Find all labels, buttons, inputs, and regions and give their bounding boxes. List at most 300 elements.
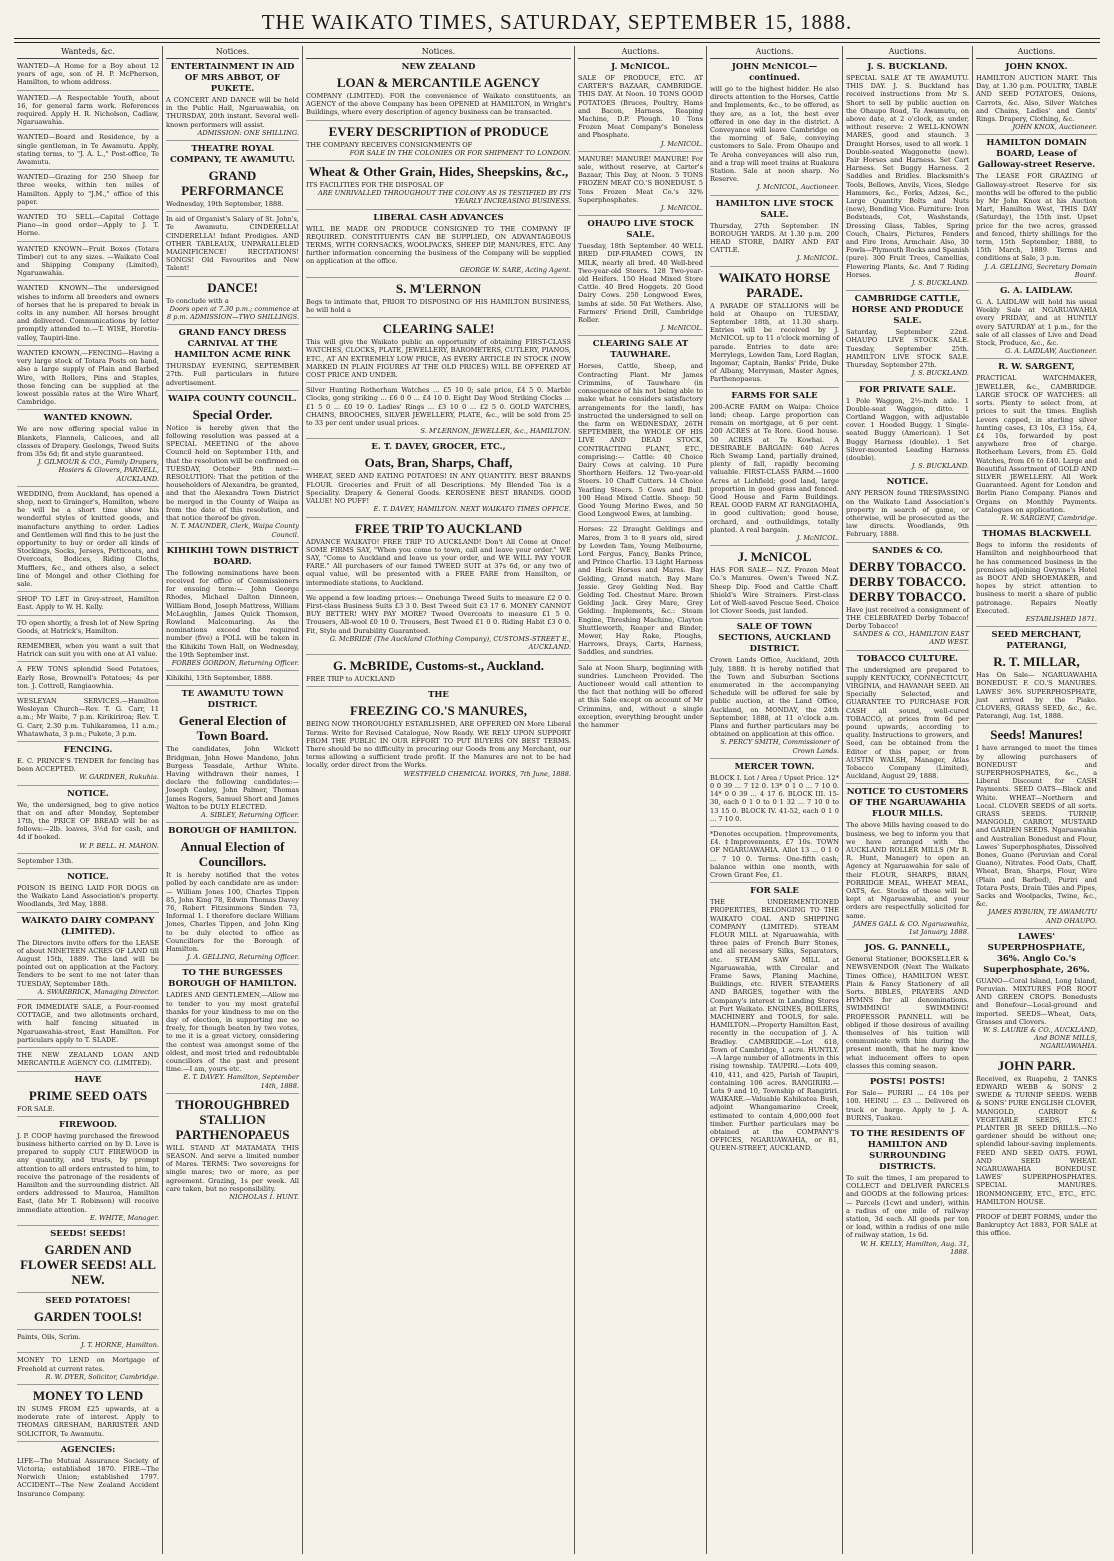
advertisement xyxy=(17,745,159,786)
column-1 xyxy=(14,46,162,1554)
advertisement xyxy=(710,622,839,758)
ad-body-text: LADIES AND GENTLEMEN,—Allow me to tender to you my most grateful thanks for your kindness to me on the day of election, in supporting me so freely, for though beaten by two votes, to me it is a great victory, considering the contest was amongst some of the oldest, and most tried and redoubtable councillors of the past and present time.—I am, yours etc. xyxy=(166,991,299,1074)
ad-body-text: A FEW TONS splendid Seed Potatoes, Early Rose, Brownell's Potatoes; 4s per ton. J. Cottrell, Rangiaowhia. xyxy=(17,665,159,690)
ad-body-text: The above Mills having ceased to do business, we beg to inform you that we have arranged with the AUCKLAND ROLLER MILLS (Mr R. R. Hunt, Manager) to open an Agency at Ngaruawahia for sale of their FLOUR, SHARPS, BRAN, PORRIDGE MEAL, WHEAT MEAL, OATS, &c. Stocks of these will be kept at Ngaruawahia, and your orders are respectfully solicited for same. xyxy=(846,821,969,920)
ad-body-text: WHEAT, SEED AND EATING POTATOES! IN ANY QUANTITY. BEST BRANDS FLOUR. Groceries and Fruit of all Descriptions. My Blended Tea is a Speciality. Drapery & General Goods. KEROSENE BEST BRANDS. GOOD VALUE! NO PUFF! xyxy=(306,472,571,506)
advertisement xyxy=(846,654,969,785)
column-7 xyxy=(972,46,1100,1554)
advertisement xyxy=(846,294,969,381)
advertisement xyxy=(976,1058,1097,1210)
ad-body-text: WANTED—Board and Residence, by a single gentleman, in Te Awamutu. Apply, stating terms, to "J. A. L.," Post-office, Te Awamutu. xyxy=(17,133,159,167)
advertisement xyxy=(166,280,299,326)
ad-display-heading: LOAN & MERCANTILE AGENCY xyxy=(336,75,541,90)
ad-body-text: I have arranged to meet the times by allowing purchasers of BONEDUST and SUPERPHOSPHATES, &c., a Liberal Discount for CASH Payments. SEED OATS—Black and White. WHEAT—Northern and Local. CLOVER SEEDS of all sorts. GRASS SEEDS. TURNIP, MANGOLD, CARROT, MUSTARD and GARDEN SEEDS. Ngaruawahia and Australian Bonedust and Flour, Lawes' Superphosphates, Dissolved Bones, Guano (Peruvian and Coral Guano), Nitrates. Food Oats, Chaff, Wheat, Bran, Sharps, Flour, Wire (Plain and Barbed), Puriri and Totara Posts, Drain Tiles and Pipes, Sacks and Woolpacks, Twine, &c., &c. xyxy=(976,744,1097,909)
ad-body-text: MANURE! MANURE! MANURE! For sale, without reserve, at Carter's Bazaar, This Day, at Noon. 5 TONS FROZEN MEAT CO.'S BONEDUST. 5 Tons Frozen Meat Co.'s 32% Superphosphates. xyxy=(578,154,703,204)
advertisement xyxy=(846,477,969,542)
ad-heading: AGENCIES: xyxy=(60,1444,116,1455)
ad-heading: R. W. SARGENT, xyxy=(998,362,1075,373)
advertisement xyxy=(710,270,839,388)
ad-heading: CAMBRIDGE CATTLE, HORSE AND PRODUCE SALE. xyxy=(851,294,964,327)
ad-body-text: PRACTICAL WATCHMAKER, JEWELLER, &c., CAMBRIDGE. LARGE STOCK OF WATCHES: all sorts. Plenty to select from, at prices to suit the times. English Levers capped, in sterling silver hunting cases, £3 10s, £3 15s, £4, £4 10s, forwarded by post anywhere free of charge. Rotherham Levers, from £5. Gold Watches, from £6 to £40. Large and Beautiful Assortment of GOLD AND SILVER JEWELLERY. All Work Guaranteed. Agent for London and Berlin Piano Company. Pianos and Organs on Monthly Payments. Catalogues on application. xyxy=(976,374,1097,514)
ad-heading: THEATRE ROYAL COMPANY, TE AWAMUTU. xyxy=(170,144,295,166)
ad-heading: NOTICE. xyxy=(67,872,109,883)
advertisement xyxy=(976,62,1097,135)
ad-signature: J. McNICOL. xyxy=(796,533,839,542)
masthead-rule-bottom xyxy=(14,42,1100,43)
advertisement xyxy=(710,886,839,1155)
advertisement xyxy=(17,1229,159,1293)
ad-signature: R. W. SARGENT, Cambridge. xyxy=(1001,513,1097,522)
ad-body-text: IN SUMS FROM £25 upwards, at a moderate rate of interest. Apply to THOMAS GRESHAM, BARRISTER AND SOLICITOR, Te Awamutu. xyxy=(17,1404,159,1438)
ad-heading: WAIKATO DAIRY COMPANY (LIMITED). xyxy=(21,915,155,937)
ad-body-text: For Sale— PURIRI ... £4 10s per 100. HEINU ... £3 ... Delivered on truck or barge. Apply to J. A. BURNS, Tuakau. xyxy=(846,1089,969,1122)
ad-heading: NOTICE. xyxy=(886,477,929,488)
ad-heading: TO THE RESIDENTS OF HAMILTON AND SURROUNDING DISTRICTS. xyxy=(850,1128,965,1172)
ad-body-text: It is hereby notified that the votes polled by each candidate are as under:— William Jones 100, Charles Tippen 85, John King 78, Edwin Thomas Davey 76, Robert Fitzsimmons Sinden 73, Informal 1. I therefore declare William Jones, Charles Tippen, and John King to be duly elected to office as Councillors for the Borough of Hamilton. xyxy=(166,871,299,953)
column-3 xyxy=(302,46,574,1554)
advertisement xyxy=(846,62,969,291)
ad-signature: GEORGE W. SARE, Acting Agent. xyxy=(459,265,571,274)
advertisement xyxy=(306,321,571,383)
ad-body-text: The following nominations have been received for office of Commissioners for ensuing term:— John George Rhodes, Michael Dalton Dinneen, William Bond, Joseph Mattress, William McLaughlin, James Quick Thomson, Rowland Malcomaring. As the nominations exceed the required number (five) a POLL will be taken in the Kihikihi Town Hall, on Wednesday, the 19th September inst. xyxy=(166,568,299,659)
ad-heading: JOHN KNOX. xyxy=(1005,62,1068,72)
ad-display-heading: WAIKATO HORSE PARADE. xyxy=(718,269,831,300)
ad-body-text: LIFE—The Mutual Assurance Society of Victoria; established 1870. FIRE—The Norwich Union; established 1797. ACCIDENT—The New Zealand Accident Insurance Company. xyxy=(17,1456,159,1498)
ad-signature: A. SIBLEY, Returning Officer. xyxy=(201,810,299,819)
ad-signature: ARE UNRIVALLED THROUGHOUT THE COLONY AS IS TESTIFIED BY ITS YEARLY INCREASING BUSINESS. xyxy=(317,189,571,206)
ad-body-text: WANTED KNOWN,—FENCING—Having a very large stock of Totara Posts on hand, also a large supply of Plain and Barbed Wire, with Rollers, Pins and Staples, those fencing can be supplied at the lowest possible rates at the Wire Wharf, Cambridge. xyxy=(17,348,159,407)
ad-body-text: Wednesday, 19th September, 1888. xyxy=(166,200,284,209)
ad-signature: ADMISSION: ONE SHILLING. xyxy=(197,128,299,137)
ad-signature: J. S. BUCKLAND. xyxy=(911,462,969,471)
advertisement xyxy=(306,213,571,278)
ad-body-text: WANTED KNOWN—The undersigned wishes to inform all breeders and owners of horses that he is prepared to break in colts in any number. All horses brought and delivered. Communications by letter promptly attended to.—T. WISE, Horotiu-valley, Taupiri-line. xyxy=(17,284,159,342)
ad-signature: J. S. BUCKLAND. xyxy=(911,369,969,378)
ad-display-heading: Special Order. xyxy=(192,406,273,422)
advertisement xyxy=(710,199,839,267)
page-columns xyxy=(14,46,1100,1554)
ad-signature: S. M'LERNON, JEWELLER, &c., HAMILTON. xyxy=(420,427,571,436)
advertisement xyxy=(846,787,969,940)
advertisement xyxy=(976,727,1097,928)
ad-body-text: Sale at Noon Sharp, beginning with sundries. Luncheon Provided. The Auctioneer would call attention to the fact that nothing will be offered at this Sale except on account of Mr Crimmins, and, without a single exception, everything brought under the hammer xyxy=(578,663,703,730)
ad-body-text: HAS FOR SALE— N.Z. Frozen Meat Co.'s Manures. Owen's Tweed N.Z. Sheep Dip. Food and Cattle Chaff. Shield's Wire Strainers. First-class Lot of Well-saved Fescue Seed. Choice lot Clover Seeds, just landed. xyxy=(710,566,839,616)
ad-body-text: TO open shortly, a fresh lot of New Spring Goods, at Hatrick's, Hamilton. xyxy=(17,618,159,635)
ad-body-text: G. A. LAIDLAW will hold his usual Weekly Sale at NGARUAWAHIA every FRIDAY, and at HUNTLY every SATURDAY at 1 p.m., for the sale of all classes of Live and Dead Stock, Produce, &c., &c. xyxy=(976,298,1097,348)
ad-heading: FENCING. xyxy=(63,745,113,756)
ad-body-text: Silver Hunting Rotherham Watches ... £5 10 0; sale price, £4 5 0. Marble Clocks, gong striking ... £6 0 0 ... £4 10 0. Eight Day Wood Striking Clocks ... £1 5 0 ... £0 19 0. Ladies' Rings ... £3 10 0 ... £2 5 0. GOLD WATCHES, CHAINS, BROOCHES, SILVER JEWELLERY, PLATE, &c., will be sold from 25 to 33 per cent under usual prices. xyxy=(306,386,571,428)
advertisement xyxy=(166,328,299,391)
ad-heading: J. McNICOL. xyxy=(611,62,670,72)
advertisement xyxy=(306,124,571,161)
ad-signature: FOR SALE IN THE COLONIES OR FOR SHIPMENT TO LONDON. xyxy=(349,148,571,157)
ad-body-text: FREE TRIP to AUCKLAND xyxy=(306,675,395,684)
ad-heading: LIBERAL CASH ADVANCES xyxy=(373,212,504,223)
advertisement xyxy=(578,339,703,522)
ad-heading: WAIPA COUNTY COUNCIL. xyxy=(168,393,297,404)
ad-body-text: MONEY TO LEND on Mortgage of Freehold at current rates. xyxy=(17,1356,159,1373)
ad-heading: SALE OF TOWN SECTIONS, AUCKLAND DISTRICT. xyxy=(718,622,831,655)
advertisement xyxy=(17,619,159,639)
advertisement xyxy=(166,1097,299,1204)
advertisement xyxy=(17,872,159,913)
ad-display-heading: GARDEN AND FLOWER SEEDS! ALL NEW. xyxy=(20,1241,156,1287)
ad-display-heading: General Election of Town Board. xyxy=(178,713,287,744)
ad-heading: WANTED KNOWN. xyxy=(43,413,133,424)
advertisement xyxy=(17,1003,159,1048)
advertisement xyxy=(17,595,159,615)
column-heading: Notices. xyxy=(166,46,299,59)
advertisement xyxy=(846,385,969,475)
advertisement xyxy=(306,521,571,591)
ad-heading: TE AWAMUTU TOWN DISTRICT. xyxy=(181,689,284,711)
advertisement xyxy=(710,830,839,883)
ad-body-text: SPECIAL SALE AT TE AWAMUTU. THIS DAY. J. S. Buckland has received instructions from Mr S. Short to sell by public auction on the Ohaupo Road, Te Awamutu, on above date, at 2 o'clock, as under, without reserve: 2 WELL-KNOWN MARES, good and staunch. 3 Draught Horses, used to all work. 1 Double-seated Waggonette (new). Pair Horses and Harness. Set Cart Harness. Set Buggy Harness. 2 Saddles and Bridles. Blacksmith's Tools, Bellows, Anvils, Vices, Sledge Hammers, &c., Forks, Adzes, &c., Large Quantity Bolts and Nuts (new), Bending Vice. Furniture: Iron Bedsteads, Cot, Washstands, Dressing Glass, Tables, Spring Couch, Chairs, Pictures, Fenders and Fire Irons, Armchair. Also, 30 Fowls—Plymouth Rocks and Spanish (pure). 300 Fruit Trees, Camellias, Flowering Plants, &c. And 7 Riding Horses. xyxy=(846,74,969,279)
ad-heading: MERCER TOWN. xyxy=(734,761,815,772)
ad-signature: SANDES & CO., HAMILTON EAST AND WEST. xyxy=(853,630,969,647)
ad-heading: G. A. LAIDLAW. xyxy=(1000,286,1073,297)
ad-body-text: Crown Lands Office, Auckland, 20th July, 1888. It is hereby notified that the Town and Suburban Sections enumerated in the accompanying Schedule will be offered for sale by public auction, at the Land Office, Auckland, on MONDAY, the 24th September, 1888, at 11 o'clock a.m. Plans and further particulars may be obtained on application at this office. xyxy=(710,656,839,739)
ad-signature: Doors open at 7.30 p.m.; commence at 8 p.m. ADMISSION—TWO SHILLINGS. xyxy=(166,304,299,322)
ad-heading: NOTICE TO CUSTOMERS OF THE NGARUAWAHIA FLOUR MILLS. xyxy=(846,787,969,820)
ad-signature: W. P. BELL. H. MAHON. xyxy=(79,841,159,850)
ad-body-text: To suit the times, I am prepared to COLLECT and DELIVER PARCELS and GOODS at the following prices:— Parcels (1cwt and under), within a radius of one mile of railway station, 3d each. All goods per ton or load, within a radius of one mile of railway station, 1s 6d. xyxy=(846,1173,969,1240)
advertisement xyxy=(17,173,159,210)
ad-display-heading: JOHN PARR. xyxy=(997,1057,1076,1073)
advertisement xyxy=(306,62,571,121)
ad-body-text: Saturday, September 22nd. OHAUPO LIVE STOCK SALE. Tuesday, September 25th. HAMILTON LIVE STOCK SALE. Thursday, September 27th. xyxy=(846,328,969,370)
ad-display-heading: FREE TRIP TO AUCKLAND xyxy=(354,520,523,536)
ad-body-text: ITS FACILITIES FOR THE DISPOSAL OF xyxy=(306,181,444,190)
column-heading: Auctions. xyxy=(976,46,1097,59)
ad-heading: HAVE xyxy=(74,1074,102,1085)
ad-signature: J. S. BUCKLAND. xyxy=(911,279,969,288)
ad-heading: CLEARING SALE AT TAUWHARE. xyxy=(592,339,689,361)
ad-body-text: Begs to intimate that, PRIOR TO DISPOSING OF HIS HAMILTON BUSINESS, he will hold a xyxy=(306,297,571,315)
ad-body-text: Notice is hereby given that the following resolution was passed at a SPECIAL MEETING of the above Council held on September 11th, and that the resolution will be confirmed on TUESDAY, October 9th next:—RESOLUTION: That the petition of the householders of Alexandra, be granted, and that the Alexandra Town District be merged in the County of Waipa as from the date of this resolution, and that notice thereof be given. xyxy=(166,423,299,523)
ad-display-heading: S. M'LERNON xyxy=(395,280,482,296)
ad-body-text: Kihikihi, 13th September, 1888. xyxy=(166,674,273,683)
ad-display-heading: GRAND PERFORMANCE xyxy=(181,168,284,199)
ad-signature: W. S. LAURIE & CO., AUCKLAND, And BONE MILLS, NGARUAWAHIA. xyxy=(982,1026,1097,1051)
advertisement xyxy=(166,689,299,823)
ad-signature: J. T. HORNE, Hamilton. xyxy=(81,1341,159,1350)
ad-body-text: J. P. COOP having purchased the firewood business hitherto carried on by D. Love is prepared to supply CUT FIREWOOD in any quantity, and trusts, by prompt attention to all orders entrusted to him, to receive the patronage of the residents of Hamilton and the surrounding district. All orders addressed to Mauroa, Hamilton East, (late Mr T. Robinson) will receive immediate attention. xyxy=(17,1131,159,1214)
ad-heading: FOR PRIVATE SALE. xyxy=(859,384,956,395)
ad-display-heading: MONEY TO LEND xyxy=(32,1387,144,1403)
ad-heading: OHAUPO LIVE STOCK SALE. xyxy=(587,219,694,241)
ad-heading: GRAND FANCY DRESS CARNIVAL AT THE HAMILTON ACME RINK xyxy=(174,328,291,361)
ad-body-text: 200-ACRE FARM on Waipa: Choice land; cheap. Large proportion can remain on mortgage, at 6 per cent. 200 ACRES at Te Rore. Good house. 50 ACRES at Te Kowhai. A DESIRABLE BARGAIN: 640 Acres Rich Swamp Land, partially drained, plenty of fall, rapidly becoming valuable. FIRST-CLASS FARM.—1600 Acres at Lichfield; good land, large proportion in good grass and fenced. Good House and Farm Buildings. REAL GOOD FARM AT RANGIAOHIA, in good cultivation; good house, orchard, and outbuildings, totally planted. A real bargain. xyxy=(710,402,839,534)
ad-display-heading: PRIME SEED OATS xyxy=(28,1087,148,1103)
ad-heading: FOR SALE xyxy=(750,886,799,897)
column-heading: Notices. xyxy=(306,46,571,59)
ad-body-text: We, the undersigned, beg to give notice that on and after Monday, September 17th, the PRICE OF BREAD will be as follows:—2lb. loaves, 3½d for cash, and 4d if booked. xyxy=(17,800,159,842)
advertisement xyxy=(846,1129,969,1259)
ad-heading: J. S. BUCKLAND. xyxy=(867,62,948,72)
advertisement xyxy=(17,349,159,410)
advertisement xyxy=(166,826,299,965)
ad-display-heading: THOROUGHBRED STALLION PARTHENOPAEUS xyxy=(175,1096,290,1142)
ad-body-text: GUANO—Coral Island, Long Island, Peruvian. MIXTURES FOR ROOT AND GREEN CROPS. Bonedusts and Bonefour—Local-ground and imported. SEEDS—Wheat, Oats, Grasses and Clovers. xyxy=(976,976,1097,1026)
ad-body-text: FOR IMMEDIATE SALE, a Four-roomed COTTAGE, and two allotments orchard, with half fencing situated in Ngaruawahia-street, East Hamilton. For particulars apply to T. SLADE. xyxy=(17,1003,159,1044)
column-4 xyxy=(574,46,706,1554)
ad-signature: J. A. GELLING, Returning Officer. xyxy=(187,953,299,962)
ad-body-text: BLOCK I. Lot / Area / Upset Price. 12* 0 0 39 ... 7 12 0. 13* 0 1 0 ... 7 10 0. 14* 0 0 39 ... 4 17 6. BLOCK III. 15-30, each 0 1 0 to 0 1 32 ... 7 10 0 to 13 15 0. BLOCK IV. 41-52, each 0 1 0 ... 7 10 0. xyxy=(710,773,839,823)
ad-body-text: We append a few leading prices:— Onehunga Tweed Suits to measure £2 0 0. First-class Business Suits £3 3 0. Best Tweed Suit £3 17 6. MONEY CANNOT BUY BETTER! WHY PAY MORE? Tweed Overcoats to measure £1 5 0. Trousers, All-wool £0 10 0. Trousers, Best Tweed £1 0 0. Riding Habit £3 0 0. Fit, Style and Durability Guaranteed. xyxy=(306,593,571,635)
ad-heading: LAWES' SUPERPHOSPHATE, 36%. Anglo Co.'s Superphosphate, 26%. xyxy=(983,931,1090,975)
advertisement xyxy=(976,630,1097,724)
advertisement xyxy=(578,62,703,152)
ad-signature: NICHOLAS I. HUNT. xyxy=(229,1193,299,1202)
advertisement xyxy=(846,943,969,1074)
ad-signature: JAMES GALL & CO. Ngaruawahia, 1st January, 1888. xyxy=(853,919,969,937)
advertisement xyxy=(710,391,839,546)
ad-body-text: *Denotes occupation. †Improvements, £4. ‡Improvements, £7 10s. TOWN OF NGARUAWAHIA. Allot 13 ... 0 1 0 ... 7 10 0. Terms: One-fifth cash; balance within one month, with Crown Grant Fee, £1. xyxy=(710,830,839,880)
advertisement xyxy=(17,1356,159,1385)
ad-body-text: Thursday, 27th September. IN BOROUGH YARDS. At 1.30 p.m. 200 HEAD STORE, DAIRY AND FAT CATTLE. xyxy=(710,221,839,255)
advertisement xyxy=(166,215,299,276)
ad-body-text: BEING NOW THOROUGHLY ESTABLISHED, ARE OFFERED ON More Liberal Terms. Write for Revised Catalogue, Now Ready. WE RELY UPON SUPPORT FROM THE PUBLIC IN OUR EFFORT TO PUT BUYERS ON BEST TERMS. There should be no difficulty in procuring our Goods from any Merchant, our terms allowing a sufficient trade profit. If the Manures are not to be had locally, order direct from the Works. xyxy=(306,720,571,770)
ad-signature: JAMES RYBURN, TE AWAMUTU AND OHAUPO. xyxy=(988,908,1097,925)
ad-heading: SANDES & CO. xyxy=(872,545,943,556)
ad-body-text: WESLEYAN SERVICES.—Hamilton Wesleyan Church—Rev. T. G. Carr, 11 a.m.; Mr Waite, 7 p.m. Kirikiriroa; Rev. T. G. Carr, 2.30 p.m. Tuhikaramea, 11 a.m.; Whatawhata, 3 p.m.; Pukete, 3 p.m. xyxy=(17,697,159,738)
ad-body-text: We are now offering special value in Blankets, Flannels, Calicoes, and all classes of Drapery. Geelongs, Tweed Suits from 35s 6d; fit and style guaranteed. xyxy=(17,425,159,458)
advertisement xyxy=(976,1213,1097,1241)
ad-body-text: PROOF of DEBT FORMS, under the Bankruptcy Act 1883, FOR SALE at this office. xyxy=(976,1212,1097,1238)
masthead-rule-top xyxy=(14,38,1100,39)
ad-body-text: E. C. PRINCE'S TENDER for fencing has been ACCEPTED. xyxy=(17,757,159,774)
ad-display-heading: FREEZING CO.'S MANURES, xyxy=(350,703,527,719)
ad-signature: R. W. DYER, Solicitor, Cambridge. xyxy=(45,1372,159,1381)
column-2 xyxy=(162,46,302,1554)
advertisement xyxy=(166,674,299,686)
advertisement xyxy=(710,549,839,619)
ad-body-text: Has On Sale— NGARUAWAHIA BONEDUST. F. CO.'S MANURES. LAWES' 36% SUPERPHOSPHATE, just arrived by the Piako. CLOVERS, GRASS SEED, &c., &c. Paterangi, Aug. 1st, 1888. xyxy=(976,671,1097,721)
advertisement xyxy=(306,281,571,318)
advertisement xyxy=(17,789,159,854)
advertisement xyxy=(976,286,1097,359)
ad-signature: J. McNICOL. xyxy=(660,139,703,148)
ad-body-text: COMPANY (LIMITED). FOR the convenience of Waikato constituents, an AGENCY of the above Company has been OPENED at HAMILTON, in Wright's Buildings, where every description of agency business can be transacted. xyxy=(306,92,571,117)
ad-signature: E. T. DAVEY. Hamilton, September 14th, 1888. xyxy=(183,1073,299,1090)
ad-heading: SEED POTATOES! xyxy=(45,1295,131,1306)
advertisement xyxy=(710,762,839,827)
ad-signature: N. T. MAUNDER, Clerk, Waipa County Council. xyxy=(170,522,299,539)
ad-body-text: A PARADE OF STALLIONS will be held at Ohaupo on TUESDAY, September 18th, at 11.30 sharp. Entries will be received by J. McNICOL up to 11 o'clock morning of parade. Entries to date are: Merrylegs, Lowden Tam, Lord Raglan, Ingomar, Captain, Banks' Pride, Duke of Albany, Merryman, Master Agnes, Parthenopaeus. xyxy=(710,301,839,384)
ad-heading: NOTICE. xyxy=(67,788,109,799)
ad-body-text: The LEASE FOR GRAZING of Galloway-street Reserve for six months will be offered to the public by Mr John Knox at his Auction Mart, Hamilton West, THIS DAY (Saturday), the 15th inst. Upset price for the two acres, grassed and fenced, thirty shillings for the term, 15th September, 1888, to 15th March, 1889. Terms and conditions at Sale, 3 p.m. xyxy=(976,172,1097,263)
advertisement xyxy=(976,362,1097,526)
advertisement xyxy=(17,490,159,592)
ad-body-text: In aid of Organist's Salary of St. John's, Te Awamutu. CINDERELLA! CINDERELLA! Infant Prodigies. AND OTHER TABLEAUX, UNPARALLELED MAGNIFICENCE! RECITATIONS! SONGS! Old Favourites and New Talent! xyxy=(166,215,299,273)
ad-heading: FIREWOOD. xyxy=(59,1119,117,1130)
advertisement xyxy=(306,442,571,517)
ad-body-text: WILL STAND AT MATAMATA THIS SEASON. And serve a limited number of Mares. TERMS: Two sovereigns for single mares; two or more, as per agreement. Grazing, 1s per week. All care taken, but no responsibility. xyxy=(166,1143,299,1193)
ad-signature: J. GILMOUR & CO., Family Drapers, Hosiers & Glovers, PARNELL, AUCKLAND. xyxy=(37,458,159,483)
ad-body-text: The candidates, John Wickett Bridgman, John Howe Mandeno, John Burgess Teasdale, Arthur White. Having withdrawn their names, I declare the following candidates:— Joseph Cauley, John Palmer, Thomas James Rogers, Samuel Short and James Walton to be DULY ELECTED. xyxy=(166,745,299,811)
advertisement xyxy=(166,62,299,141)
ad-body-text: Tuesday, 18th September. 40 WELL BRED DIP-FRAMED COWS, IN MILK, nearly all bred. 40 Well-bred Two-year-old Steers. 128 Two-year-old Heifers. 150 Head Mixed Store Cattle. 40 Bred Hoggets. 20 Good Dairy Cows. 250 Longwood Ewes, lambs at side. 50 Fat Wethers. Also, Farmers' Friend Drill, Cambridge Roller. xyxy=(578,242,703,325)
ad-body-text: POISON IS BEING LAID FOR DOGS on the Waikato Land Association's property. Woodlands, 3rd May, 1888. xyxy=(17,884,159,909)
column-5 xyxy=(706,46,842,1554)
ad-display-heading: Annual Election of Councillors. xyxy=(180,839,285,870)
ad-body-text: HAMILTON AUCTION MART. This Day, at 1.30 p.m. POULTRY, TABLE AND SEED POTATOES, Onions, Carrots, &c. Also, Silver Watches and Chains, Ladies' and Gents' Rings. Drapery, Clothing, &c. xyxy=(976,74,1097,124)
ad-heading: JOHN McNICOL—continued. xyxy=(731,62,818,83)
ad-body-text: WANTED KNOWN—Fruit Boxes (Totara Timber) cut to any sizes. —Waikato Coal and Shipping Company (Limited), Ngaruawahia. xyxy=(17,244,159,278)
advertisement xyxy=(976,529,1097,627)
ad-signature: WESTFIELD CHEMICAL WORKS, 7th June, 1888. xyxy=(403,769,571,778)
ad-body-text: Have just received a consignment of THE CELEBRATED Derby Tobacco! Derby Tobacco! xyxy=(846,605,969,630)
ad-heading: JOS. G. PANNELL, xyxy=(864,943,951,954)
advertisement xyxy=(17,857,159,869)
ad-body-text: Horses: 22 Draught Geldings and Mares, from 3 to 8 years old, sired by Lowden Tam, Young Melbourne, Lord Fergus, Fancy, Banks Prince, and Prince Charlie. 13 Light Harness and Hack Horses and Mares. Bay Gelding, Grand match. Bay Mare Jessie. Grey Gelding Ned. Bay Gelding Ted. Chestnut Mare. Brown Gelding Jack. Grey Mare, Grey Gelding. Implements, &c.: Steam Engine, Threshing Machine, Clayton Shuttleworth, Reaper and Binder, Mower, Hay Rake, Ploughs, Harrows, Drays, Carts, Harness, Saddles, and sundries. xyxy=(578,525,703,657)
ad-display-heading: EVERY DESCRIPTION of PRODUCE xyxy=(328,123,549,139)
advertisement xyxy=(17,413,159,486)
ad-body-text: WANTED.—A Respectable Youth, about 16, for general farm work. References required. Apply H. R. Nicholson, Cadlaw, Ngaruawahia. xyxy=(17,93,159,127)
ad-signature: S. PERCY SMITH, Commissioner of Crown Lands. xyxy=(720,738,839,755)
advertisement xyxy=(17,1296,159,1330)
advertisement xyxy=(17,1120,159,1226)
ad-heading: TO THE BURGESSES BOROUGH OF HAMILTON. xyxy=(168,968,297,990)
ad-signature: E. WHITE, Manager. xyxy=(89,1213,159,1222)
ad-body-text: FOR SALE. xyxy=(17,1104,55,1113)
advertisement xyxy=(976,138,1097,283)
ad-display-heading: CLEARING SALE! xyxy=(382,321,495,337)
ad-signature: A. SWARBRICK, Managing Director. xyxy=(37,987,159,996)
advertisement xyxy=(306,690,571,780)
ad-heading: THOMAS BLACKWELL xyxy=(982,529,1091,540)
advertisement xyxy=(17,133,159,170)
column-heading: Auctions. xyxy=(710,46,839,59)
ad-display-heading: Oats, Bran, Sharps, Chaff, xyxy=(364,455,513,471)
ad-body-text: THURSDAY EVENING, SEPTEMBER 27th. Full particulars in future advertisement. xyxy=(166,362,299,387)
ad-body-text: SALE OF PRODUCE, ETC. AT CARTER'S BAZAAR, CAMBRIDGE. THIS DAY. At Noon. 10 TONS GOOD POTATOES (Bruces, Poultry, Hams and Bacon, Harness, Reaping Machine, D.P. Plough. 10 Tons Frozen Meat Company's Boneless and Phosphate. xyxy=(578,74,703,140)
advertisement xyxy=(166,394,299,543)
advertisement xyxy=(166,968,299,1093)
ad-heading: KIHIKIHI TOWN DISTRICT BOARD. xyxy=(166,545,299,567)
advertisement xyxy=(17,1445,159,1501)
ad-signature: J. McNICOL, Auctioneer. xyxy=(756,183,839,192)
ad-body-text: THE NEW ZEALAND LOAN AND MERCANTILE AGENCY CO. (LIMITED). xyxy=(17,1051,159,1068)
advertisement xyxy=(17,697,159,742)
advertisement xyxy=(710,62,839,196)
ad-signature: G. McBRIDE (The Auckland Clothing Company), CUSTOMS-STREET E., AUCKLAND. xyxy=(329,634,571,651)
ad-display-heading: J. McNICOL xyxy=(737,549,812,565)
advertisement xyxy=(17,665,159,694)
advertisement xyxy=(17,1051,159,1071)
ad-heading: NEW ZEALAND xyxy=(401,62,476,72)
ad-body-text: Begs to inform the residents of Hamilton and neighbourhood that he has commenced business in the premises adjoining Gwynne's Hotel as BOOT AND SHOEMAKER, and hopes by strict attention to business to merit a share of public patronage. Repairs Neatly Executed. xyxy=(976,541,1097,615)
advertisement xyxy=(578,219,703,336)
ad-body-text: Horses, Cattle, Sheep, and Contracting Plant. Mr James Crimmins, of Tauwhare (in consequence of his not being able to make what he considers satisfactory arrangements for the land), has instructed the undersigned to sell on the farm on WEDNESDAY, 26TH SEPTEMBER, the WHOLE OF HIS LIVE AND DEAD STOCK, CONTRACTING PLANT, ETC., comprising:— Cattle: 40 Choice Dairy Cows at calving. 10 Pure Shorthorn Heifers. 12 Two-year-old Steers. 10 Chaff Cutters. 14 Choice Yearling Steers. 5 Cows and Bull. 100 Head Mixed Cattle. Sheep: 50 Good Young Merino Ewes, and 50 Good Longwool Ewes, at lambing. xyxy=(578,362,703,519)
advertisement xyxy=(166,144,299,212)
ad-body-text: REMEMBER, when you want a suit that Hatrick can suit you with one at A1 value. xyxy=(17,641,159,659)
advertisement xyxy=(306,594,571,655)
ad-body-text: SHOP TO LET in Grey-street, Hamilton East. Apply to W. H. Kelly. xyxy=(17,595,159,612)
ad-body-text: THE UNDERMENTIONED PROPERTIES, BELONGING TO THE WAIKATO COAL AND SHIPPING COMPANY (LIMITED). STEAM FLOUR MILL at Ngaruawahia, with three pairs of French Burr Stones, and all necessary Silks, Separators, etc. STEAM SAW MILL at Ngaruawahia, with Circular and Frame Saws, Planing Machine, Buildings, etc. RIVER STEAMERS AND BARGES, together with the Company's interest in Landing Stores at Port Waikato. ENGINES, BOILERS, MACHINERY and TOOLS, for sale. HAMILTON.—Property Hamilton East, recently in the occupation of J. A. Bradley. CAMBRIDGE.—Lot 618, Town of Cambridge, 1 acre. HUNTLY.—A large number of allotments in this rising township. TAUPIRI.—Lots 409, 410, 411, and 425, Parish of Taupiri, containing 106 acres. RANGIRIRI.—Lots 9 and 10, Township of Rangiriri. WAIKARE.—Valuable Kahikatea Bush, adjoint Whangamarino Creek, estimated to contain 4,000,000 feet timber. Further particulars may be obtained at the COMPANY'S OFFICES, NGARUAWAHIA, or 81, QUEEN-STREET, AUCKLAND. xyxy=(710,898,839,1153)
ad-heading: SEED MERCHANT, PATERANGI, xyxy=(991,630,1082,652)
ad-signature: J. A. GELLING, Secretary Domain Board. xyxy=(984,262,1097,279)
ad-body-text: ADVANCE WAIKATO! FREE TRIP TO AUCKLAND! Don't All Come at Once! SOME FIRMS SAY, "When you come to town, call and leave your order." WE SAY, "Come to Auckland and leave us your order, and WE WILL PAY YOUR FARE." All purchasers of our famed TWEED SUIT at 37s 6d, or any two of equal value, will be presented with a FREE FARE from Hamilton, or intermediate stations, to Auckland. xyxy=(306,537,571,587)
advertisement xyxy=(578,525,703,660)
advertisement xyxy=(578,155,703,216)
ad-signature: W. H. KELLY, Hamilton, Aug. 31, 1888. xyxy=(860,1239,969,1256)
ad-body-text: THE COMPANY RECEIVES CONSIGNMENTS OF xyxy=(306,140,473,149)
ad-heading: HAMILTON LIVE STOCK SALE. xyxy=(715,198,834,220)
advertisement xyxy=(578,664,703,733)
ad-heading: E. T. DAVEY, GROCER, ETC., xyxy=(371,442,506,453)
advertisement xyxy=(976,932,1097,1055)
ad-signature: J. McNICOL. xyxy=(796,254,839,263)
ad-heading: SEEDS! SEEDS! xyxy=(50,1228,126,1239)
ad-display-heading: DERBY TOBACCO. DERBY TOBACCO. DERBY TOBACCO. xyxy=(849,558,966,604)
ad-body-text: To conclude with a xyxy=(166,296,229,305)
column-6 xyxy=(842,46,972,1554)
ad-signature: JOHN KNOX, Auctioneer. xyxy=(1012,123,1097,132)
ad-body-text: The undersigned are prepared to supply KENTUCKY, CONNECTICUT, VIRGINIA, and HAVANAH SEED. All Specially Selected, and GUARANTEE TO PURCHASE FOR CASH all sound, well-cured TOBACCO, at prices from 6d per pound upwards, according to quality. Instructions to growers, and Seed, can be obtained from the Editor of this paper, or from AUSTIN WALSH, Manager, Atlas Tobacco Company (Limited), Auckland, August 29, 1888. xyxy=(846,665,969,781)
ad-display-heading: Wheat & Other Grain, Hides, Sheepskins, &c., xyxy=(308,164,569,180)
advertisement xyxy=(17,62,159,91)
advertisement xyxy=(17,1075,159,1117)
ad-display-heading: R. T. MILLAR, xyxy=(993,654,1080,670)
advertisement xyxy=(17,284,159,345)
ad-signature: J. McNICOL. xyxy=(660,324,703,333)
ad-display-heading: GARDEN TOOLS! xyxy=(33,1308,143,1324)
advertisement xyxy=(846,1077,969,1126)
ad-display-heading: Seeds! Manures! xyxy=(990,727,1083,743)
ad-signature: J. McNICOL. xyxy=(660,204,703,213)
ad-display-heading: G. McBRIDE, Customs-st., Auckland. xyxy=(333,658,544,674)
advertisement xyxy=(17,245,159,282)
ad-heading: POSTS! POSTS! xyxy=(869,1077,946,1088)
advertisement xyxy=(17,1333,159,1353)
ad-heading: BOROUGH OF HAMILTON. xyxy=(168,826,297,837)
advertisement xyxy=(846,546,969,651)
column-heading: Wanteds, &c. xyxy=(17,46,159,59)
ad-body-text: The Directors invite offers for the LEASE of about NINETEEN ACRES OF LAND till August 15th, 1889. The land will be pointed out on application at the Factory. Tenders to be sent to me not later than TUESDAY, September 18th. xyxy=(17,938,159,988)
advertisement xyxy=(306,164,571,210)
ad-heading: ENTERTAINMENT IN AID OF MRS ABBOT, OF PUKETE. xyxy=(170,62,295,94)
ad-body-text: WILL BE MADE ON PRODUCE CONSIGNED TO THE COMPANY IF REQUIRED. CONSTITUENTS CAN BE SUPPLIED, ON ADVANTAGEOUS TERMS, WITH CORNSACKS, WOOLPACKS, SHEEP DIP, MANURES, ETC. Any further information concerning the business of the Company will be supplied on application at the office. xyxy=(306,224,571,266)
column-heading: Auctions. xyxy=(846,46,969,59)
ad-heading: TOBACCO CULTURE. xyxy=(856,653,959,664)
masthead xyxy=(0,0,1114,40)
ad-signature: ESTABLISHED 1871. xyxy=(1025,614,1097,623)
ad-heading: FARMS FOR SALE xyxy=(731,390,818,401)
newspaper-title: THE WAIKATO TIMES, SATURDAY, SEPTEMBER 15, 1888. xyxy=(261,10,853,34)
ad-body-text: This will give the Waikato public an opportunity of obtaining FIRST-CLASS WATCHES, CLOCKS, PLATE, JEWELLERY, BAROMETERS, CUTLERY, PIANOS, ETC., AT AN EXTREMELY LOW PRICE, AS EVERY ARTICLE IN STOCK (NOW MARKED IN PLAIN FIGURES AT THE OLD PRICES) WILL BE OFFERED AT COST PRICE AND UNDER. xyxy=(306,338,571,380)
advertisement xyxy=(306,658,571,687)
ad-body-text: ANY PERSON found TRESPASSING on the Waikato Land Association's property in search of game, or otherwise, will be prosecuted as the law directs. Woodlands, 9th February, 1888. xyxy=(846,489,969,539)
advertisement xyxy=(306,386,571,439)
ad-body-text: 1 Pole Waggon, 2½-inch axle. 1 Double-seat Waggon, ditto. 1 Cortland Waggon, with adjustable cover. 1 Hooded Buggy. 1 Single-seated Buggy (American). 1 Set Buggy Harness (double). 1 Set Silver-mounted Leading Harness (double). xyxy=(846,396,969,462)
advertisement xyxy=(17,94,159,131)
ad-body-text: Paints, Oils, Scrim. xyxy=(17,1332,81,1341)
ad-body-text: WANTED TO SELL—Capital Cottage Piano—in good order—Apply to J. T. Horne. xyxy=(17,213,159,238)
advertisement xyxy=(166,546,299,671)
column-heading: Auctions. xyxy=(578,46,703,59)
advertisement xyxy=(17,1388,159,1442)
ad-signature: W. GARDNER, Rukuhia. xyxy=(79,773,159,782)
advertisement xyxy=(17,642,159,662)
ad-body-text: September 13th. xyxy=(17,856,74,865)
ad-signature: FORBES GORDON, Returning Officer. xyxy=(171,658,299,667)
ad-heading: THE xyxy=(428,690,449,701)
ad-body-text: WEDDING, from Auckland, has opened a shop, next to Grainger's, Hamilton, where he will be a short time show his wonderful styles of knitted goods, and manufacture anything to order. Ladies and Gentlemen will find this to be just the opportunity to buy or order all kinds of Stockings, Socks, Jerseys, Petticoats, and Overcoats, Bodices, Riding Cloths, Mufflers, &c., and others also, a select line of Mongel and other Clothing for sale. xyxy=(17,489,159,588)
ad-display-heading: DANCE! xyxy=(207,279,258,295)
advertisement xyxy=(17,213,159,242)
